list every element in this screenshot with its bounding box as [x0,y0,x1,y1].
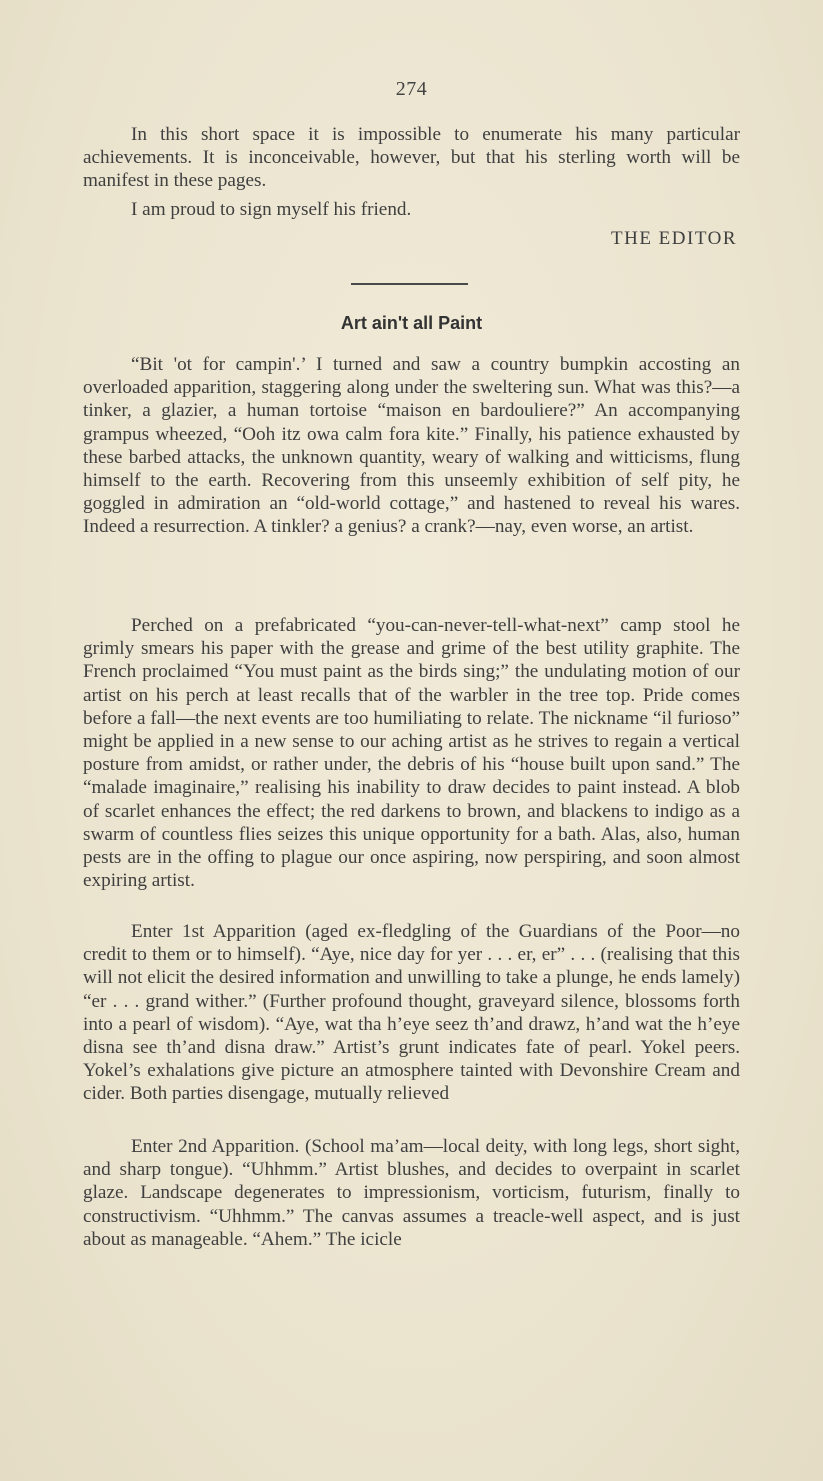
article-paragraph: “Bit 'ot for campin'.’ I turned and saw a country bumpkin accosting an overloaded apparition, staggering along under the sweltering sun. What was this?—a tinker, a glazier, a human tortoise “maison en bardouliere?” An accompanying grampus wheezed, “Ooh itz owa calm fora kite.” Finally, his patience exhausted by these barbed attacks, the unknown quantity, weary of walking and witticisms, flung himself to the earth. Recovering from this unseemly exhibition of self pity, he goggled in admiration an “old-world cottage,” and hastened to reveal his wares. Indeed a resurrection. A tinkler? a genius? a crank?—nay, even worse, an artist. [83,354,740,538]
article-paragraph: Enter 2nd Apparition. (School ma’am—local deity, with long legs, short sight, and sharp tongue). “Uhhmm.” Artist blushes, and decides to overpaint in scarlet glaze. Landscape degenerates to impressionism, vorticism, futurism, finally to constructivism. “Uhhmm.” The canvas assumes a treacle-well aspect, and is just about as manageable. “Ahem.” The icicle [83,1136,740,1250]
section-divider [351,283,468,285]
intro-paragraph: In this short space it is impossible to enumerate his many particular achievements. It is inconceivable, however, but that his sterling worth will be manifest in these pages. [83,124,740,192]
editor-signature: THE EDITOR [611,228,737,249]
page-number: 274 [395,78,428,100]
article-title: Art ain't all Paint [340,313,483,333]
article-paragraph: Perched on a prefabricated “you-can-never-tell-what-next” camp stool he grimly smears his paper with the grease and grime of the best utility graphite. The French proclaimed “You must paint as the birds sing;” the undulating motion of our artist on his perch at least recalls that of the warbler in the tree top. Pride comes before a fall—the next events are too humiliating to relate. The nickname “il furioso” might be applied in a new sense to our aching artist as he strives to regain a vertical posture from amidst, or rather under, the debris of his “house built upon sand.” The “malade imaginaire,” realising his inability to draw decides to paint instead. A blob of scarlet enhances the effect; the red darkens to brown, and blackens to indigo as a swarm of countless flies seizes this unique opportunity for a bath. Alas, also, human pests are in the offing to plague our once aspiring, now perspiring, and soon almost expiring artist. [83,615,740,892]
intro-proud-line: I am proud to sign myself his friend. [131,199,412,220]
article-paragraph: Enter 1st Apparition (aged ex-fledgling of the Guardians of the Poor—no credit to them or to himself). “Aye, nice day for yer . . . er, er” . . . (realising that this will not elicit the desired information and unwilling to take a plunge, he ends lamely) “er . . . grand wither.” (Further profound thought, graveyard silence, blossoms forth into a pearl of wisdom). “Aye, wat tha h’eye seez th’and drawz, h’and wat the h’eye disna see th’and disna draw.” Artist’s grunt indicates fate of pearl. Yokel peers. Yokel’s exhalations give picture an atmosphere tainted with Devonshire Cream and cider. Both parties disengage, mutually relieved [83,921,740,1105]
